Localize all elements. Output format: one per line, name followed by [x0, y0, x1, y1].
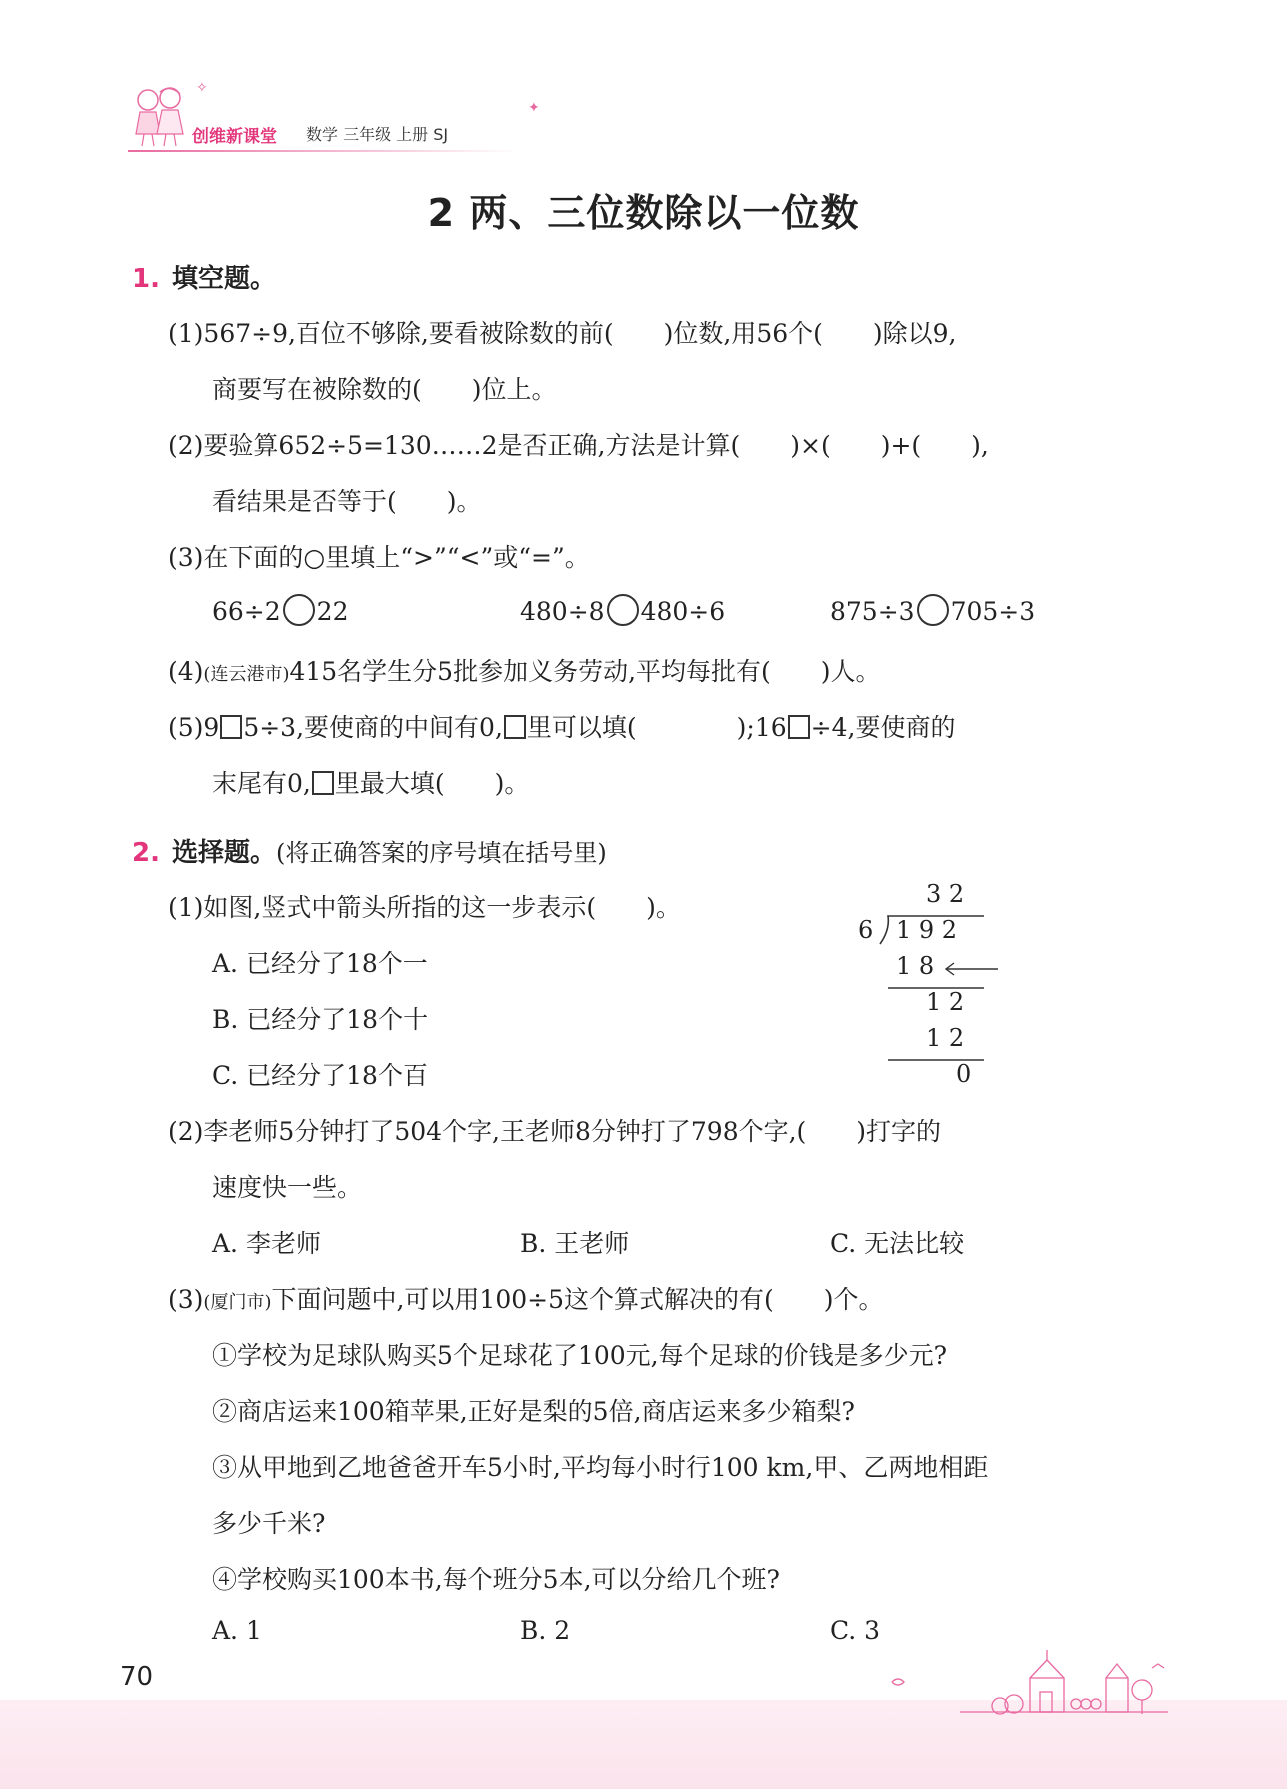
question-text: (2)李老师5分钟打了504个字,王老师8分钟打了798个字,( )打字的: [168, 1117, 942, 1146]
header-divider: [128, 150, 518, 152]
section-note: (将正确答案的序号填在括号里): [275, 839, 607, 867]
page-header: [128, 82, 488, 152]
sparkle-icon: ✦: [528, 100, 540, 116]
blank-box[interactable]: [788, 715, 810, 739]
question-body: 415名学生分5批参加义务劳动,平均每批有( )人。: [289, 657, 881, 686]
section-number: 2.: [132, 838, 160, 868]
problem-item: ②商店运来100箱苹果,正好是梨的5倍,商店运来多少箱梨?: [212, 1397, 855, 1426]
choice-option[interactable]: A. 李老师: [212, 1229, 321, 1258]
section-number: 1.: [132, 264, 160, 294]
quotient: 3 2: [926, 880, 965, 908]
expression-right: 480÷6: [640, 597, 726, 626]
choice-option[interactable]: C. 无法比较: [830, 1229, 965, 1258]
problem-item: 多少千米?: [212, 1509, 326, 1538]
expression-left: 480÷8: [520, 597, 605, 626]
section-title: 填空题。: [171, 264, 276, 294]
choice-option[interactable]: C. 3: [830, 1616, 881, 1645]
question-text: (1)如图,竖式中箭头所指的这一步表示( )。: [168, 893, 681, 922]
question-part: 里最大填( )。: [334, 769, 530, 798]
problem-item: ①学校为足球队购买5个足球花了100元,每个足球的价钱是多少元?: [212, 1341, 947, 1370]
question-text: [168, 652, 881, 688]
page-title: 2 两、三位数除以一位数: [427, 191, 860, 235]
division-lines-icon: [858, 880, 1008, 1100]
expression-right: 705÷3: [950, 597, 1036, 626]
problem-item: ③从甲地到乙地爸爸开车5小时,平均每小时行100 km,甲、乙两地相距: [212, 1453, 989, 1482]
question-text: [168, 1280, 884, 1316]
dividend: 1 9 2: [896, 916, 958, 944]
question-text: (2)要验算652÷5=130……2是否正确,方法是计算( )×( )+( ),: [168, 431, 989, 460]
choice-option[interactable]: B. 王老师: [520, 1229, 630, 1258]
question-prefix: (4): [168, 657, 204, 686]
expression-left: 66÷2: [212, 597, 281, 626]
page-number: 70: [120, 1662, 154, 1692]
region-tag: (厦门市): [203, 1292, 272, 1313]
section-title: 选择题。: [171, 838, 276, 868]
question-part: 5÷3,要使商的中间有0,: [243, 713, 503, 742]
region-tag: (连云港市): [203, 664, 290, 685]
question-part: 里可以填( );16: [526, 713, 787, 742]
choice-option[interactable]: C. 已经分了18个百: [212, 1061, 428, 1090]
question-text: [212, 764, 529, 800]
remainder: 0: [956, 1060, 972, 1088]
question-body: 下面问题中,可以用100÷5这个算式解决的有( )个。: [271, 1285, 884, 1314]
comparison-item: [830, 594, 1035, 626]
children-illustration-icon: [128, 82, 190, 148]
choice-option[interactable]: B. 已经分了18个十: [212, 1005, 429, 1034]
sparkle-icon: ✧: [196, 80, 208, 96]
brand-name: 创维新课堂: [192, 127, 277, 147]
answer-circle[interactable]: [283, 594, 315, 626]
question-part: ÷4,要使商的: [810, 713, 956, 742]
question-text: [168, 708, 955, 744]
comparison-item: [520, 594, 725, 626]
long-division-figure: [858, 880, 1008, 1100]
choice-option[interactable]: A. 1: [212, 1616, 262, 1645]
division-step: 1 2: [926, 988, 965, 1016]
section-heading-multiple-choice: [132, 832, 607, 869]
castle-doodle-icon: [890, 1648, 1170, 1718]
section-heading-fill-blank: [132, 258, 276, 295]
divisor: 6: [858, 916, 874, 944]
comparison-item: [212, 594, 348, 626]
problem-item: ④学校购买100本书,每个班分5本,可以分给几个班?: [212, 1565, 780, 1594]
question-part: (5)9: [168, 713, 220, 742]
question-text: (1)567÷9,百位不够除,要看被除数的前( )位数,用56个( )除以9,: [168, 319, 957, 348]
expression-left: 875÷3: [830, 597, 915, 626]
book-subject: 数学 三年级 上册 SJ: [306, 125, 449, 144]
choice-option[interactable]: A. 已经分了18个一: [212, 949, 428, 978]
choice-option[interactable]: B. 2: [520, 1616, 571, 1645]
answer-circle[interactable]: [607, 594, 639, 626]
question-text: 商要写在被除数的( )位上。: [212, 375, 557, 404]
blank-box[interactable]: [312, 771, 334, 795]
blank-box[interactable]: [220, 715, 242, 739]
question-part: 末尾有0,: [212, 769, 311, 798]
expression-right: 22: [316, 597, 349, 626]
division-step: 1 2: [926, 1024, 965, 1052]
question-text: (3)在下面的○里填上“>”“<”或“=”。: [168, 543, 590, 572]
division-step: 1 8: [896, 952, 935, 980]
question-prefix: (3): [168, 1285, 204, 1314]
answer-circle[interactable]: [917, 594, 949, 626]
question-text: 速度快一些。: [212, 1173, 363, 1202]
blank-box[interactable]: [504, 715, 526, 739]
question-text: 看结果是否等于( )。: [212, 487, 482, 516]
